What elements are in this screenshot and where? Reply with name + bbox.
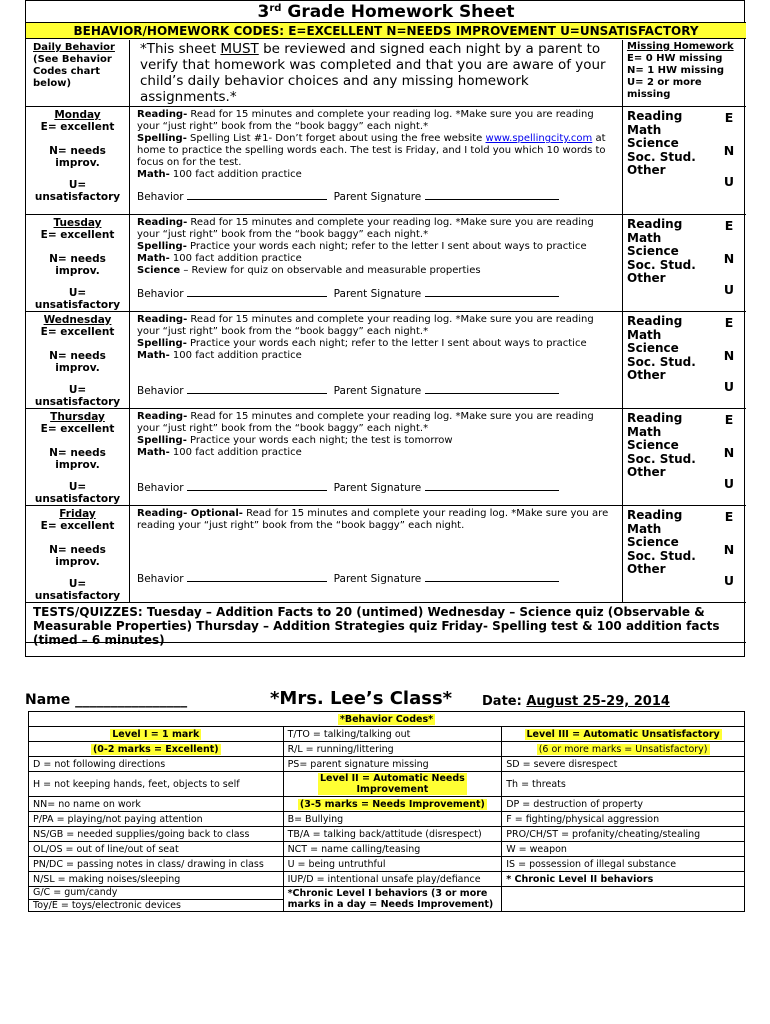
day-behavior-cell: Thursday E= excellent N= needs improv. U= unsatisfactory	[26, 409, 130, 505]
table-row: Toy/E = toys/electronic devices	[29, 899, 745, 912]
missing-homework-header: Missing Homework E= 0 HW missing N= 1 HW missing U= 2 or more missing	[627, 41, 734, 100]
table-row: P/PA = playing/not paying attention B= Bullying F = fighting/physical aggression	[29, 812, 745, 827]
day-assignments-cell: Reading- Read for 15 minutes and complete your reading log. *Make sure you are reading your “just right” book from the “book baggy” each night.* Spelling- Practice your words each night; the test is tomorrow Math- 100 fact addition practice Behavior Parent Signature	[130, 409, 623, 505]
table-row: D = not following directions PS= parent signature missing SD = severe disrespect	[29, 757, 745, 772]
day-behavior-cell: Tuesday E= excellent N= needs improv. U= unsatisfactory	[26, 215, 130, 311]
daily-behavior-header: Daily Behavior (See Behavior Codes chart below)	[26, 40, 130, 106]
day-row-thursday	[26, 409, 746, 506]
day-behavior-cell: Friday E= excellent N= needs improv. U= unsatisfactory	[26, 506, 130, 602]
signature-line[interactable]: Behavior Parent Signature	[137, 385, 559, 397]
table-row: NS/GB = needed supplies/going back to class TB/A = talking back/attitude (disrespect) PRO/CH/ST = profanity/cheating/stealing	[29, 827, 745, 842]
missing-homework-cell: Reading Math Science Soc. Stud. Other E N U	[627, 314, 735, 394]
day-assignments-cell: Reading- Optional- Read for 15 minutes and complete your reading log. *Make sure you are reading your “just right” book from the “book baggy” each night. Behavior Parent Signature	[130, 506, 623, 602]
table-row: (0-2 marks = Excellent) R/L = running/littering (6 or more marks = Unsatisfactory)	[29, 742, 745, 757]
missing-homework-cell: Reading Math Science Soc. Stud. Other E N U	[627, 411, 735, 491]
missing-homework-cell: Reading Math Science Soc. Stud. Other E N U	[627, 109, 735, 189]
day-behavior-cell: Monday E= excellent N= needs improv. U= unsatisfactory	[26, 107, 130, 214]
day-assignments-cell: Reading- Read for 15 minutes and complete your reading log. *Make sure you are reading your “just right” book from the “book baggy” each night.* Spelling- Practice your words each night; refer to the letter I sent about ways to practice Math- 100 fact addition practice Behavior Parent Signature	[130, 312, 623, 408]
table-row: N/SL = making noises/sleeping IUP/D = intentional unsafe play/defiance * Chronic Level II behaviors	[29, 872, 745, 887]
table-row: PN/DC = passing notes in class/ drawing in class U = being untruthful IS = possession of illegal substance	[29, 857, 745, 872]
missing-homework-cell: Reading Math Science Soc. Stud. Other E N U	[627, 508, 735, 588]
behavior-codes-table	[28, 711, 745, 912]
table-row: G/C = gum/candy *Chronic Level I behaviors (3 or more marks in a day = Needs Improvement)	[29, 887, 745, 900]
signature-line[interactable]: Behavior Parent Signature	[137, 288, 559, 300]
tests-quizzes-text: TESTS/QUIZZES: Tuesday – Addition Facts to 20 (untimed) Wednesday – Science quiz (Observable & Measurable Properties) Thursday – Addition Strategies quiz Friday- Spelling test & 100 addition facts (timed – 6 minutes)	[33, 605, 720, 647]
day-row-tuesday	[26, 215, 746, 312]
homework-codes-banner: BEHAVIOR/HOMEWORK CODES: E=EXCELLENT N=NEEDS IMPROVEMENT U=UNSATISFACTORY	[26, 23, 746, 39]
missing-homework-cell: Reading Math Science Soc. Stud. Other E N U	[627, 217, 735, 297]
tests-quizzes-row	[26, 603, 746, 647]
day-row-wednesday	[26, 312, 746, 409]
spellingcity-link[interactable]: www.spellingcity.com	[485, 133, 593, 144]
date-line: Date: August 25-29, 2014	[482, 694, 670, 709]
signature-line[interactable]: Behavior Parent Signature	[137, 573, 559, 585]
day-behavior-cell: Wednesday E= excellent N= needs improv. U= unsatisfactory	[26, 312, 130, 408]
day-row-monday	[26, 107, 746, 215]
table-row: OL/OS = out of line/out of seat NCT = name calling/teasing W = weapon	[29, 842, 745, 857]
table-row	[29, 712, 745, 727]
signature-line[interactable]: Behavior Parent Signature	[137, 191, 559, 203]
student-name-field[interactable]: Name ________________	[25, 692, 188, 708]
sheet-title: 3rd Grade Homework Sheet	[26, 1, 746, 23]
table-row: Level I = 1 mark T/TO = talking/talking out Level III = Automatic Unsatisfactory	[29, 727, 745, 742]
table-row: H = not keeping hands, feet, objects to self Level II = Automatic Needs Improvement Th = threats	[29, 772, 745, 797]
signature-line[interactable]: Behavior Parent Signature	[137, 482, 559, 494]
homework-sheet	[25, 0, 745, 657]
instructions-text: *This sheet MUST be reviewed and signed each night by a parent to verify that homework was completed and that you are aware of your child’s daily behavior choices and any missing homework assignments.*	[130, 40, 623, 106]
sheet-header-row	[26, 40, 746, 107]
behavior-codes-title: *Behavior Codes*	[339, 713, 434, 725]
table-row: NN= no name on work (3-5 marks = Needs Improvement) DP = destruction of property	[29, 797, 745, 812]
class-title: *Mrs. Lee’s Class*	[270, 688, 453, 709]
day-assignments-cell: Reading- Read for 15 minutes and complete your reading log. *Make sure you are reading your “just right” book from the “book baggy” each night.* Spelling- Spelling List #1- Don’t forget about using the free website www.spellingcity.com at home to practice the spelling words each. The test is Friday, and I told you which 10 words to focus on for the test. Math- 100 fact addition practice Behavior Parent Signature	[130, 107, 623, 214]
day-assignments-cell: Reading- Read for 15 minutes and complete your reading log. *Make sure you are reading your “just right” book from the “book baggy” each night.* Spelling- Practice your words each night; refer to the letter I sent about ways to practice Math- 100 fact addition practice Science – Review for quiz on observable and measurable properties Behavior Parent Signature	[130, 215, 623, 311]
day-row-friday	[26, 506, 746, 603]
